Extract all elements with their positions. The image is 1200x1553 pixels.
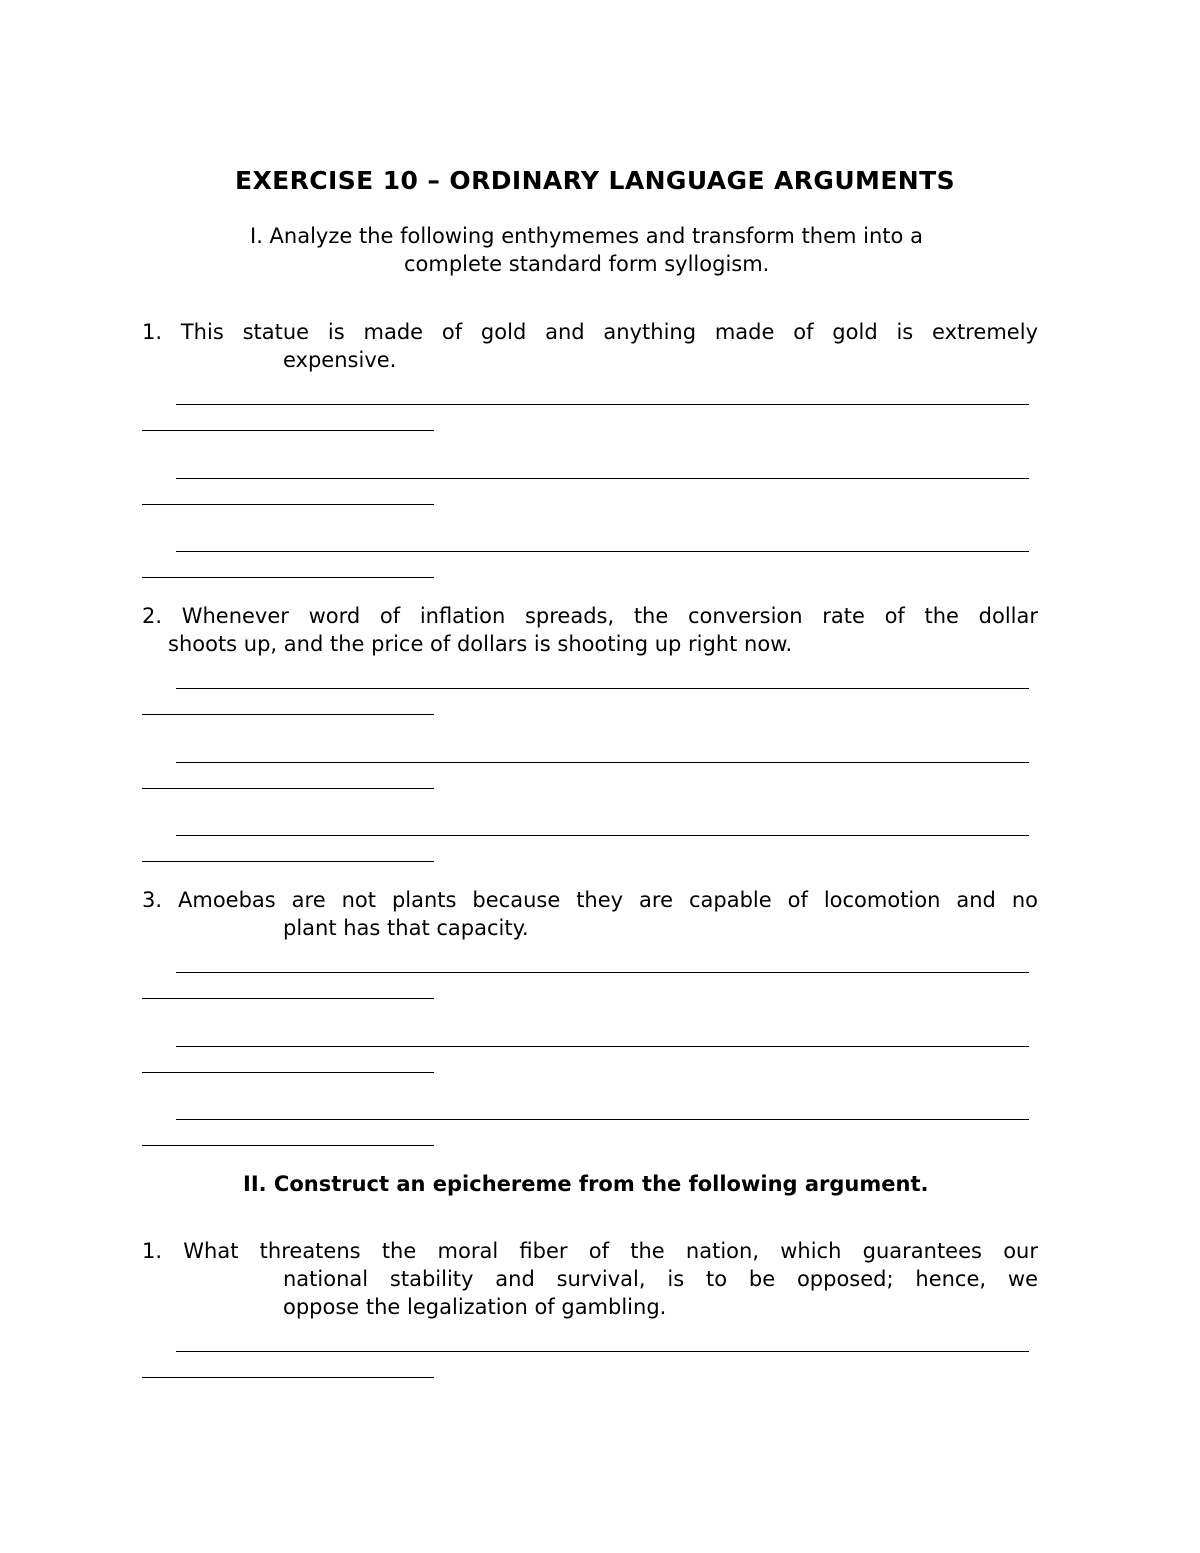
question-3-line1: 3. Amoebas are not plants because they are capable of locomotion and no bbox=[142, 888, 1038, 912]
question-2-line1: 2. Whenever word of inflation spreads, the conversion rate of the dollar bbox=[142, 604, 1038, 628]
question-1-line2: expensive. bbox=[283, 348, 397, 372]
answer-line[interactable] bbox=[176, 1046, 1029, 1047]
answer-line-continuation[interactable] bbox=[142, 998, 434, 999]
part2-question-1-line3: oppose the legalization of gambling. bbox=[283, 1295, 667, 1319]
part1-instruction-line2: complete standard form syllogism. bbox=[404, 252, 770, 276]
answer-line[interactable] bbox=[176, 762, 1029, 763]
answer-line-continuation[interactable] bbox=[142, 577, 434, 578]
answer-line[interactable] bbox=[176, 551, 1029, 552]
answer-line[interactable] bbox=[176, 835, 1029, 836]
answer-line[interactable] bbox=[176, 972, 1029, 973]
question-1 bbox=[142, 318, 1038, 374]
part2-question-1-line2: national stability and survival, is to be opposed; hence, we bbox=[283, 1267, 1038, 1291]
question-1-line1: 1. This statue is made of gold and anything made of gold is extremely bbox=[142, 320, 1038, 344]
part2-question-1-line1: 1. What threatens the moral fiber of the nation, which guarantees our bbox=[142, 1239, 1038, 1263]
answer-line[interactable] bbox=[176, 404, 1029, 405]
answer-line-continuation[interactable] bbox=[142, 714, 434, 715]
answer-line[interactable] bbox=[176, 688, 1029, 689]
page-title: EXERCISE 10 – ORDINARY LANGUAGE ARGUMENTS bbox=[235, 166, 955, 195]
answer-line-continuation[interactable] bbox=[142, 788, 434, 789]
answer-line-continuation[interactable] bbox=[142, 861, 434, 862]
question-3 bbox=[142, 886, 1038, 942]
part2-question-1 bbox=[142, 1237, 1038, 1321]
part1-instruction bbox=[0, 222, 1200, 278]
answer-line-continuation[interactable] bbox=[142, 1072, 434, 1073]
answer-line-continuation[interactable] bbox=[142, 1377, 434, 1378]
answer-line-continuation[interactable] bbox=[142, 430, 434, 431]
question-2 bbox=[142, 602, 1038, 658]
answer-line-continuation[interactable] bbox=[142, 504, 434, 505]
answer-line[interactable] bbox=[176, 478, 1029, 479]
answer-line[interactable] bbox=[176, 1119, 1029, 1120]
part1-instruction-line1: I. Analyze the following enthymemes and transform them into a bbox=[250, 224, 923, 248]
part2-instruction: II. Construct an epichereme from the following argument. bbox=[243, 1172, 929, 1196]
question-3-line2: plant has that capacity. bbox=[283, 916, 529, 940]
question-2-line2: shoots up, and the price of dollars is shooting up right now. bbox=[168, 632, 793, 656]
answer-line[interactable] bbox=[176, 1351, 1029, 1352]
answer-line-continuation[interactable] bbox=[142, 1145, 434, 1146]
